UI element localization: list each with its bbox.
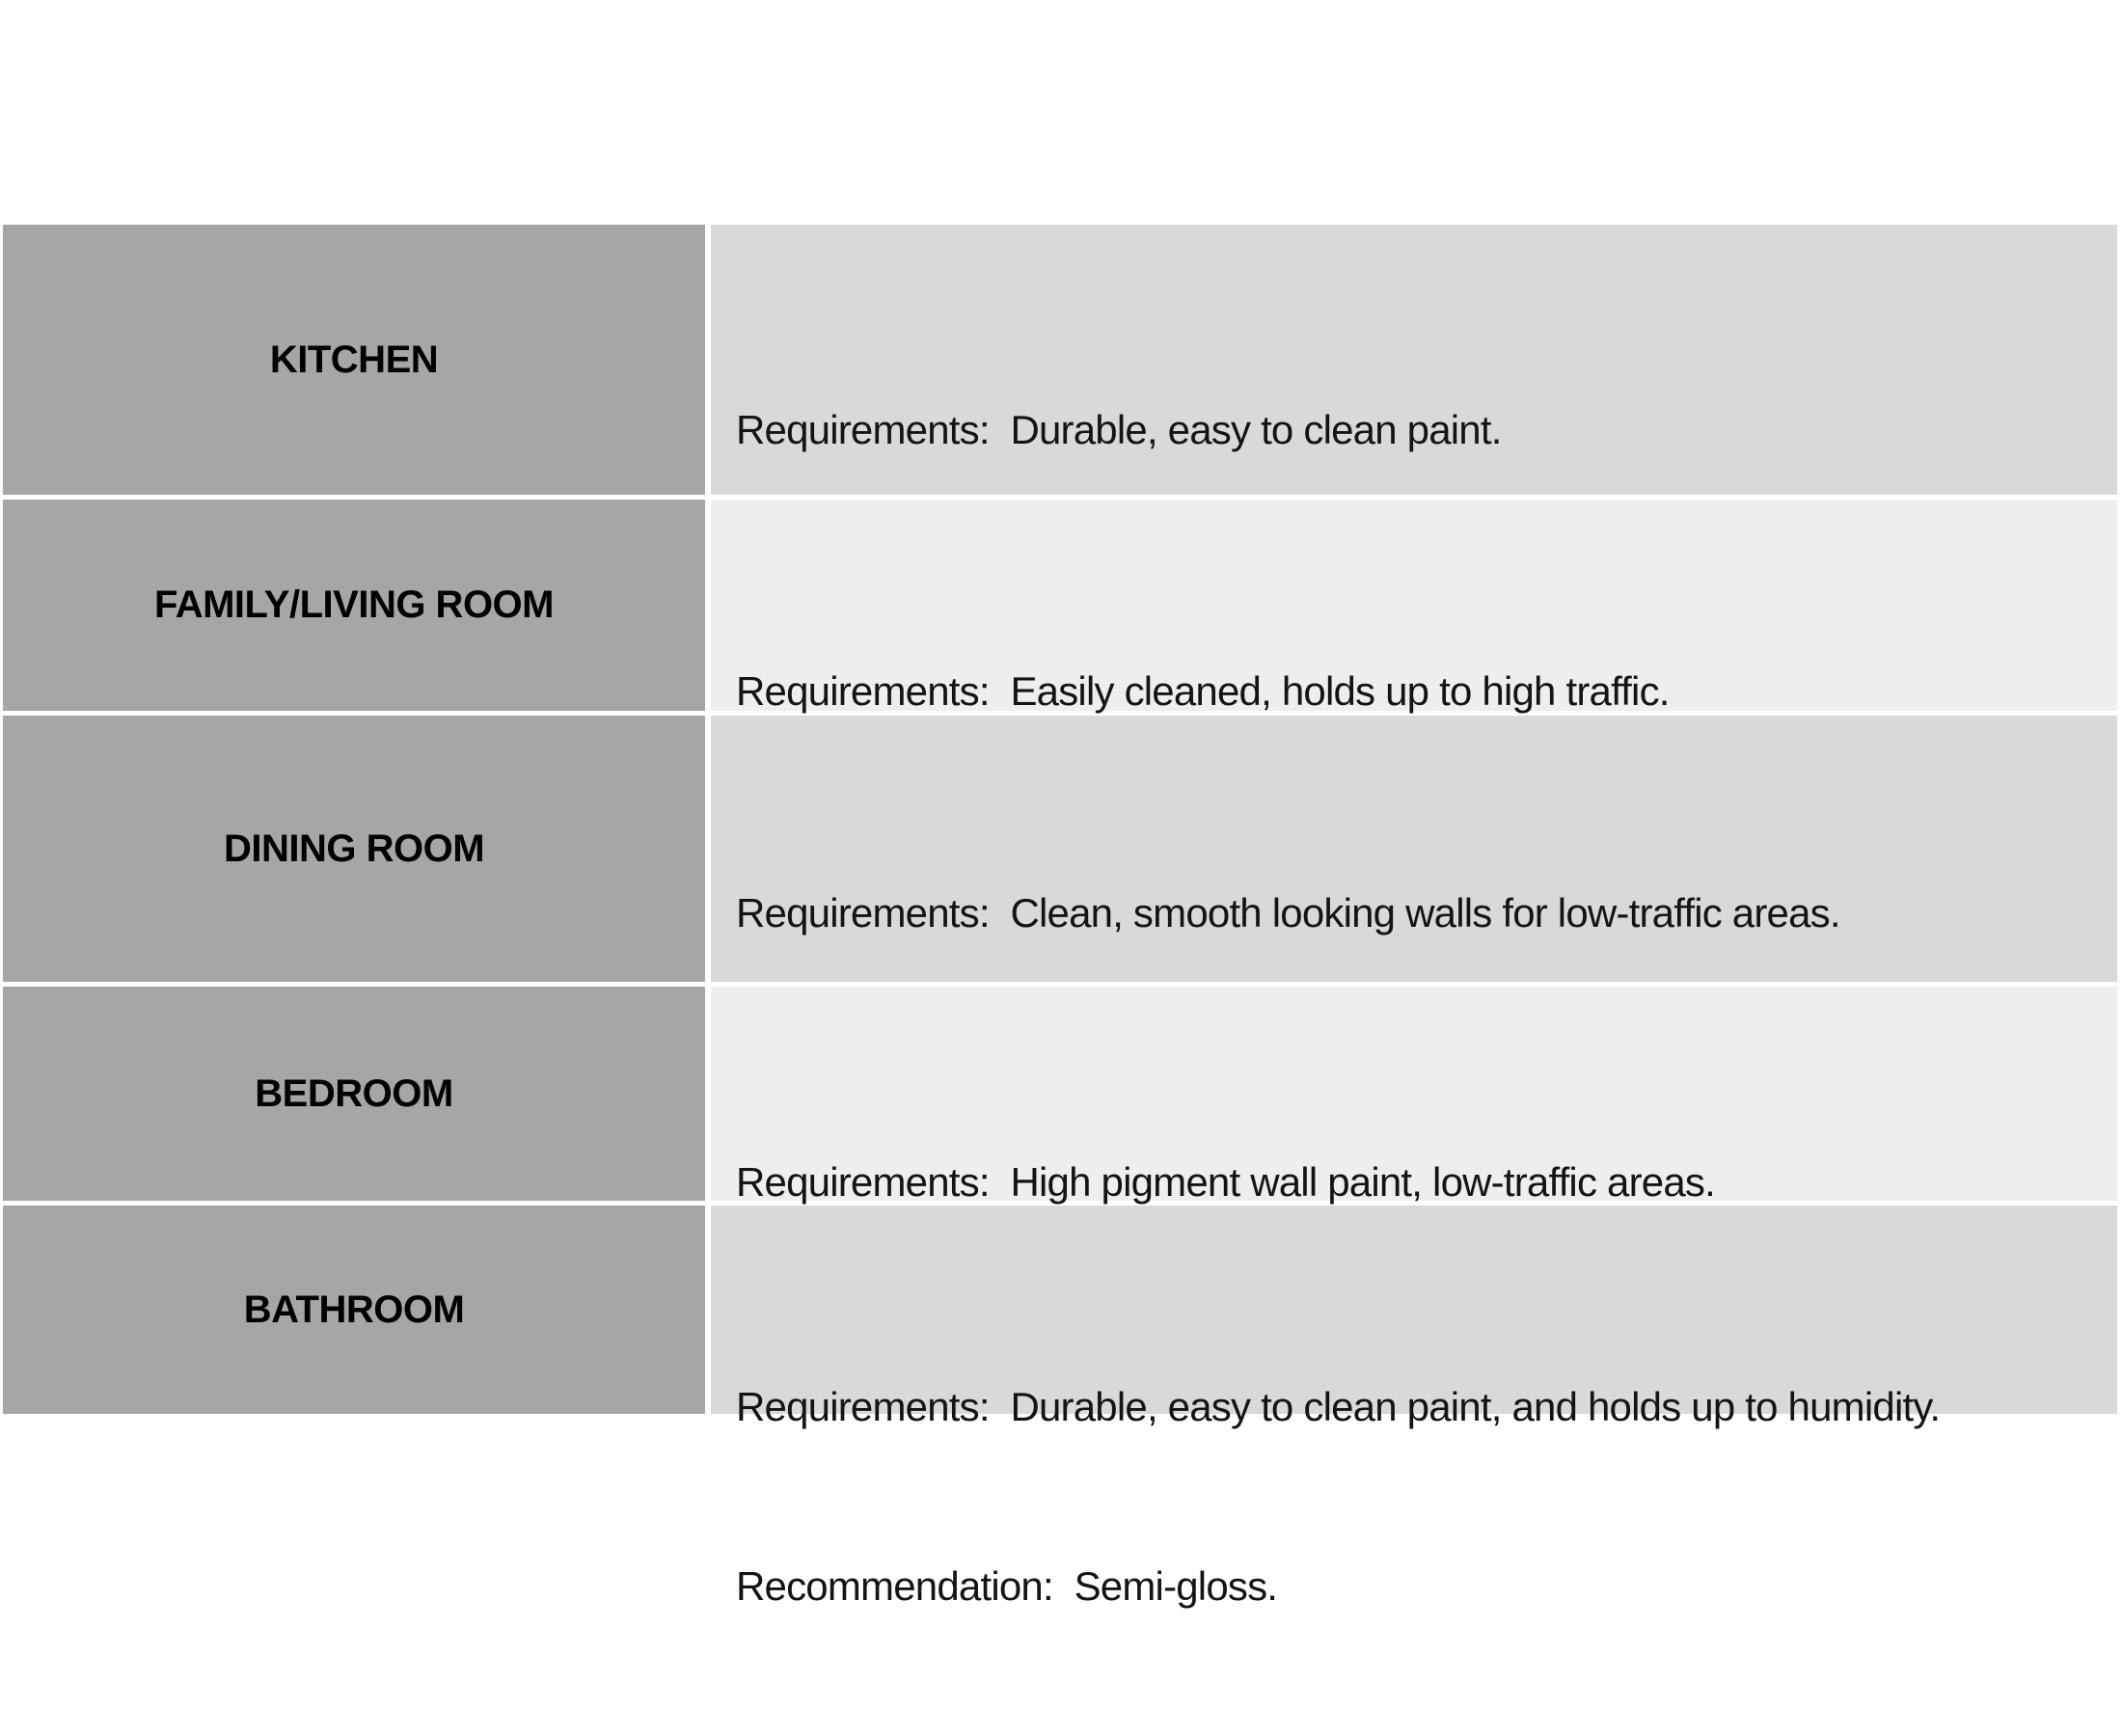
room-name-label: BATHROOM bbox=[243, 1288, 465, 1331]
table-row-dining-room bbox=[3, 716, 2117, 982]
room-name-cell bbox=[3, 987, 705, 1201]
room-name-cell bbox=[3, 1206, 705, 1414]
room-name-cell bbox=[3, 500, 705, 711]
room-details-cell bbox=[711, 987, 2117, 1205]
table-row-family-living-room bbox=[3, 500, 2117, 714]
requirements-line: Requirements: Durable, easy to clean paint. bbox=[736, 407, 1502, 452]
room-name-label: BEDROOM bbox=[255, 1071, 453, 1115]
recommendation-line: Recommendation: Semi-gloss. bbox=[736, 1563, 1278, 1609]
table-row-bedroom bbox=[3, 987, 2117, 1205]
room-details-cell bbox=[711, 225, 2117, 495]
room-name-cell bbox=[3, 225, 705, 495]
requirements-line: Requirements: High pigment wall paint, low-traffic areas. bbox=[736, 1159, 1715, 1205]
requirements-line: Requirements: Easily cleaned, holds up to high traffic. bbox=[736, 668, 1670, 714]
room-details-cell bbox=[711, 1206, 2117, 1609]
room-details-cell bbox=[711, 500, 2117, 714]
requirements-line: Requirements: Durable, easy to clean paint, and holds up to humidity. bbox=[736, 1384, 1941, 1429]
table-row-kitchen bbox=[3, 225, 2117, 495]
room-name-cell bbox=[3, 716, 705, 982]
table-row-bathroom bbox=[3, 1206, 2117, 1609]
paint-guide-table bbox=[3, 225, 2117, 1609]
room-name-label: KITCHEN bbox=[269, 338, 439, 381]
room-name-label: DINING ROOM bbox=[223, 827, 485, 870]
room-name-label: FAMILY/LIVING ROOM bbox=[154, 583, 554, 626]
requirements-line: Requirements: Clean, smooth looking walls for low-traffic areas. bbox=[736, 890, 1840, 936]
room-details-cell bbox=[711, 716, 2117, 982]
